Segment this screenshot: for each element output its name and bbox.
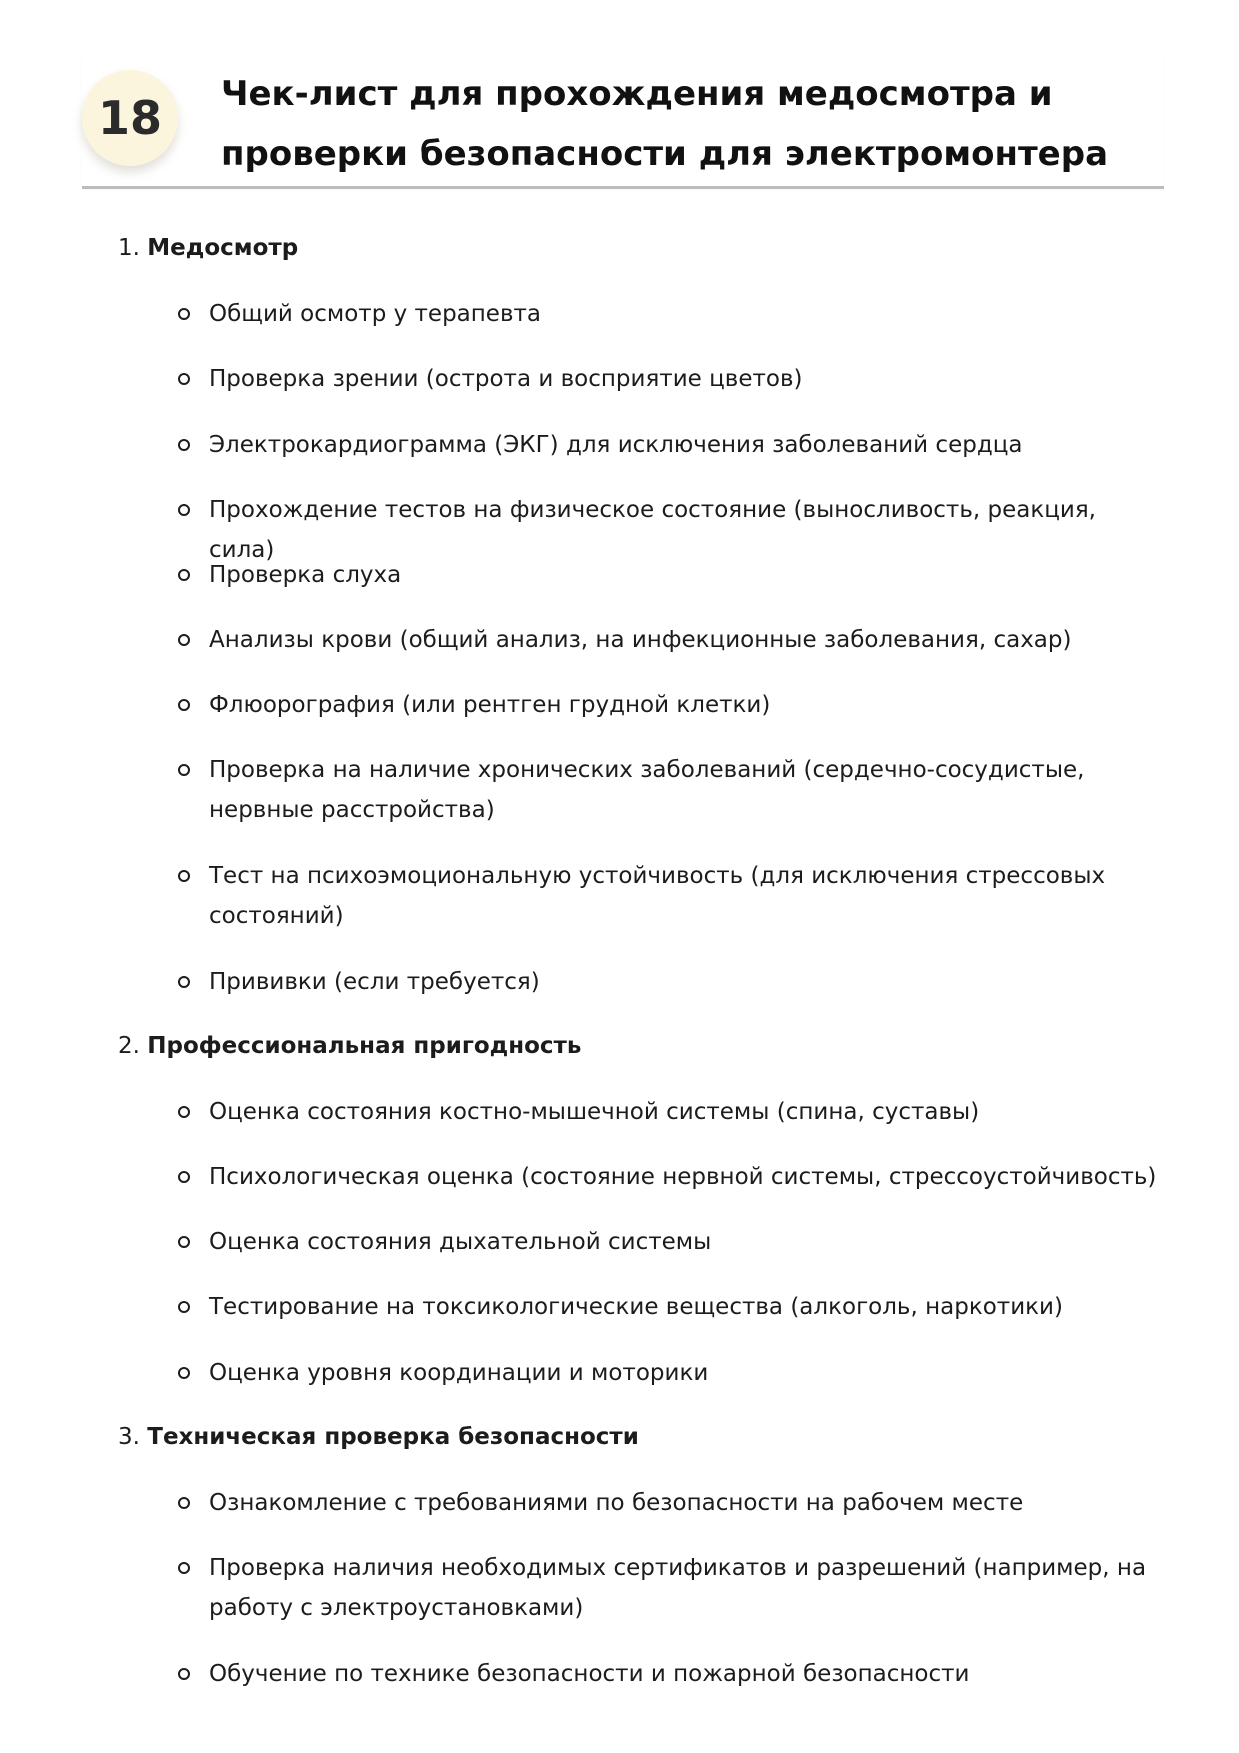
page-header — [82, 56, 1164, 189]
section-label: Техническая проверка безопасности — [147, 1424, 639, 1450]
bullet-icon — [178, 1367, 190, 1379]
bullet-icon — [178, 1236, 190, 1248]
bullet-icon — [178, 1171, 190, 1183]
list-item-text: Проверка наличия необходимых сертификатов и разрешений (например, на работу с электроустановками) — [209, 1555, 1147, 1621]
list-item — [178, 555, 1158, 595]
section-label: Профессиональная пригодность — [147, 1033, 582, 1059]
list-item-text: Проверка зрении (острота и восприятие цветов) — [209, 366, 803, 392]
bullet-icon — [178, 569, 190, 581]
list-item — [178, 620, 1158, 660]
bullet-icon — [178, 976, 190, 988]
list-item — [178, 1483, 1158, 1523]
bullet-icon — [178, 1497, 190, 1509]
list-item — [178, 1353, 1158, 1393]
bullet-icon — [178, 634, 190, 646]
page-number-badge: 18 — [82, 70, 178, 166]
bullet-icon — [178, 308, 190, 320]
page-title: Чек-лист для прохождения медосмотра и проверки безопасности для электромонтера — [221, 74, 1109, 174]
list-item-text: Прохождение тестов на физическое состояние (выносливость, реакция, сила) — [209, 497, 1096, 563]
bullet-icon — [178, 439, 190, 451]
section-number: 2. — [118, 1033, 140, 1059]
bullet-icon — [178, 1106, 190, 1118]
list-item — [178, 359, 1158, 399]
list-item-text: Анализы крови (общий анализ, на инфекционные заболевания, сахар) — [209, 627, 1072, 653]
list-item — [178, 1092, 1158, 1132]
bullet-icon — [178, 764, 190, 776]
list-item — [178, 1222, 1158, 1262]
list-item — [178, 1287, 1158, 1327]
list-item-text: Психологическая оценка (состояние нервной системы, стрессоустойчивость) — [209, 1164, 1157, 1190]
section-heading-safety — [118, 1417, 639, 1457]
list-item-text: Прививки (если требуется) — [209, 969, 540, 995]
list-item — [178, 425, 1158, 465]
list-item — [178, 962, 1158, 1002]
list-item-text: Тест на психоэмоциональную устойчивость (для исключения стрессовых состояний) — [209, 863, 1106, 929]
section-heading-fitness — [118, 1026, 581, 1066]
list-item-text: Проверка на наличие хронических заболеваний (сердечно-сосудистые, нервные расстройства) — [209, 757, 1085, 823]
list-item-text: Оценка состояния дыхательной системы — [209, 1229, 712, 1255]
bullet-icon — [178, 870, 190, 882]
list-item-text: Ознакомление с требованиями по безопасности на рабочем месте — [209, 1490, 1024, 1516]
bullet-icon — [178, 504, 190, 516]
bullet-icon — [178, 1562, 190, 1574]
list-item — [178, 1548, 1158, 1628]
list-item-text: Обучение по технике безопасности и пожарной безопасности — [209, 1661, 970, 1687]
section-number: 3. — [118, 1424, 140, 1450]
list-item-text: Тестирование на токсикологические вещества (алкоголь, наркотики) — [209, 1294, 1063, 1320]
bullet-icon — [178, 699, 190, 711]
list-item-text: Проверка слуха — [209, 562, 402, 588]
list-item-text: Общий осмотр у терапевта — [209, 301, 542, 327]
list-item — [178, 1654, 1158, 1694]
list-item — [178, 750, 1158, 830]
list-item — [178, 856, 1158, 936]
list-item-text: Электрокардиограмма (ЭКГ) для исключения заболеваний сердца — [209, 432, 1023, 458]
section-heading-medical — [118, 228, 298, 268]
list-item-text: Флюорография (или рентген грудной клетки) — [209, 692, 771, 718]
list-item — [178, 1157, 1158, 1197]
section-label: Медосмотр — [147, 235, 299, 261]
bullet-icon — [178, 1668, 190, 1680]
list-item-text: Оценка уровня координации и моторики — [209, 1360, 709, 1386]
section-number: 1. — [118, 235, 140, 261]
list-item — [178, 685, 1158, 725]
list-item-text: Оценка состояния костно-мышечной системы (спина, суставы) — [209, 1099, 980, 1125]
bullet-icon — [178, 373, 190, 385]
bullet-icon — [178, 1301, 190, 1313]
list-item — [178, 294, 1158, 334]
